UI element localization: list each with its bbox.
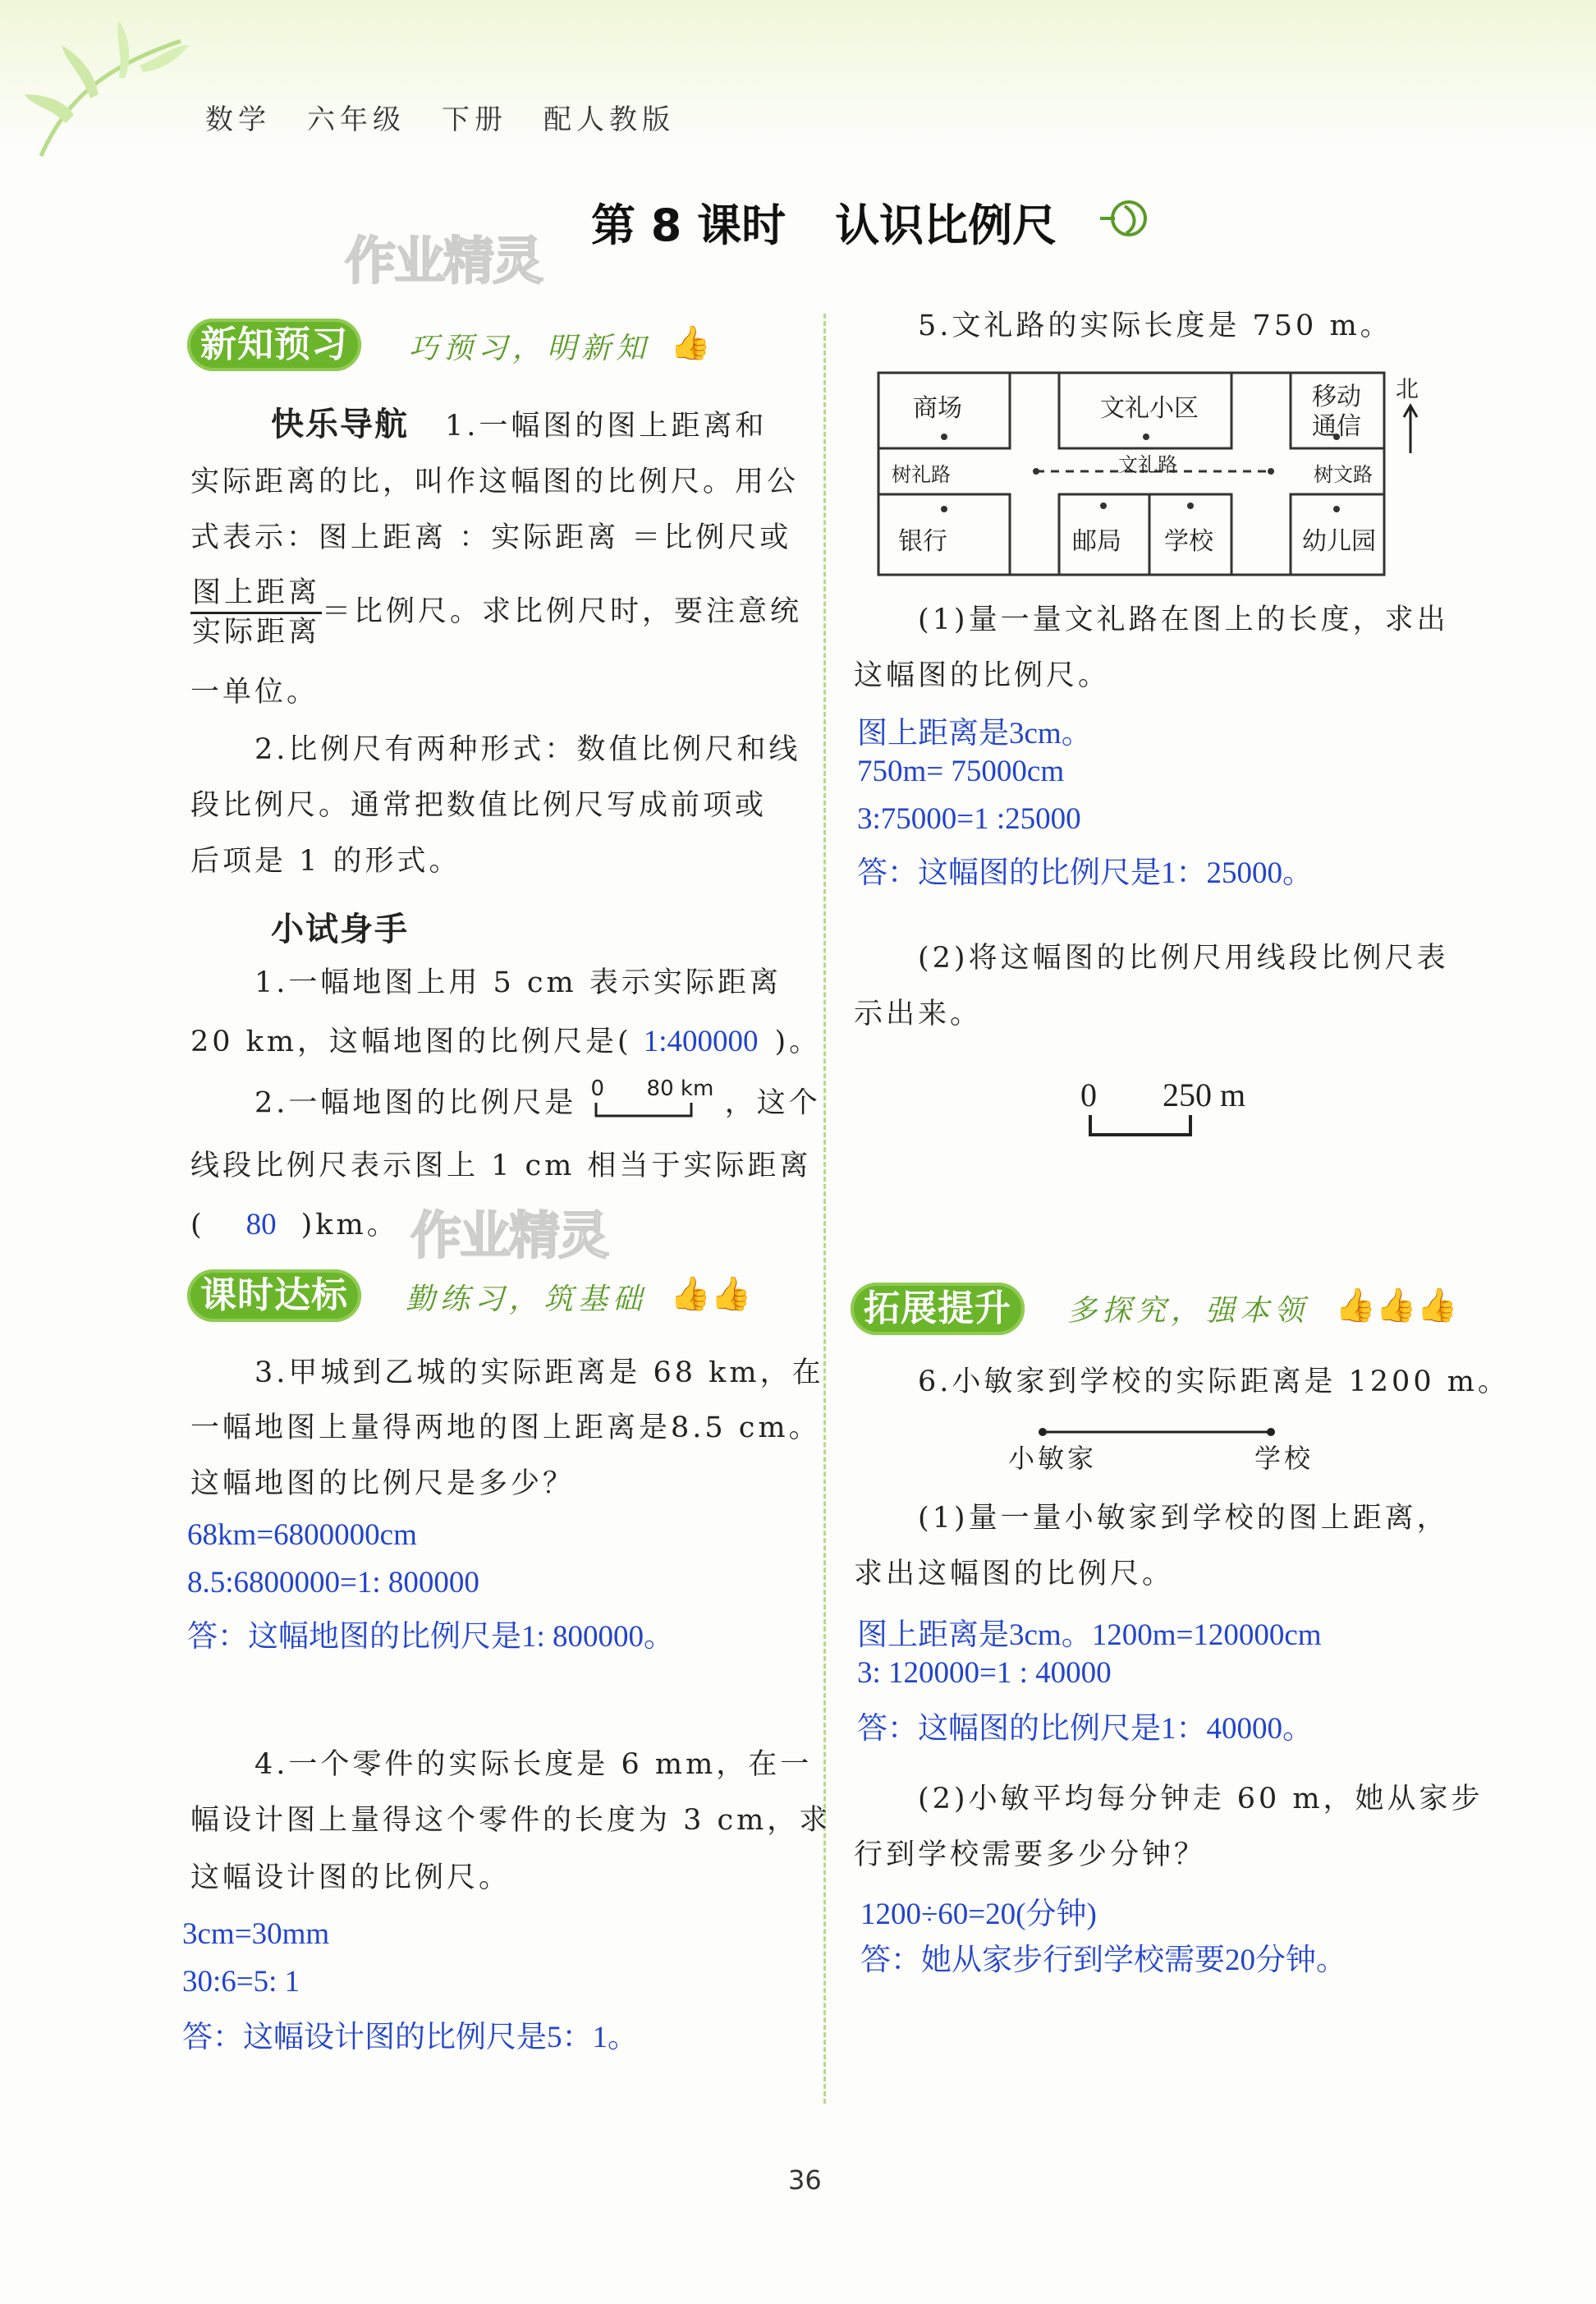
- grade: 六年级: [307, 103, 406, 136]
- map-mobile-2: 通信: [1312, 412, 1361, 441]
- watermark-mid: 作业精灵: [410, 1205, 608, 1265]
- q4-line1: 4.一个零件的实际长度是 6 mm，在一: [255, 1748, 813, 1781]
- q4-line3: 这幅设计图的比例尺。: [190, 1861, 511, 1894]
- try-q2-tail: ，这个: [724, 1086, 821, 1120]
- q3-answer-line3: 答：这幅地图的比例尺是1: 800000。: [187, 1620, 675, 1654]
- ornament-icon: [1092, 194, 1158, 243]
- section-badge-practice: 课时达标: [187, 1269, 361, 1322]
- try-q2-open: (: [190, 1209, 205, 1241]
- try-q2-close: )km。: [300, 1209, 399, 1241]
- q5-sub2-line1: (2)将这幅图的比例尺用线段比例尺表: [918, 942, 1449, 975]
- guide-p1-line4: ＝比例尺。求比例尺时，要注意统: [322, 594, 803, 628]
- scale-250-zero: 0: [1080, 1076, 1097, 1113]
- scale-80km-label: 80 km: [646, 1076, 714, 1101]
- q5-answer-line3: 3:75000=1 :25000: [857, 802, 1081, 836]
- q6-sub2-line2: 行到学校需要多少分钟？: [854, 1838, 1207, 1871]
- try-q2-line2: 线段比例尺表示图上 1 cm 相当于实际距离: [190, 1150, 812, 1182]
- volume: 下册: [442, 103, 507, 136]
- map-shuwen-road: 树文路: [1314, 463, 1373, 486]
- subject: 数学: [205, 103, 271, 136]
- guide-fraction-line: [190, 578, 802, 648]
- thumbs-up-icon: 👍: [670, 324, 711, 362]
- edition: 配人教版: [543, 103, 675, 136]
- lesson-topic: 认识比例尺: [835, 200, 1057, 251]
- section-slogan-preview: 巧预习，明新知: [409, 332, 651, 365]
- map-shuli-road: 树礼路: [892, 463, 951, 486]
- q5-sub2-line2: 示出来。: [854, 998, 983, 1030]
- page-title: [591, 190, 1057, 254]
- try-q2-line1: [255, 1076, 821, 1121]
- q5-sub1-line1: (1)量一量文礼路在图上的长度，求出: [918, 604, 1449, 636]
- section-slogan-practice: 勤练习，筑基础: [406, 1283, 648, 1316]
- guide-p1-line3: 式表示：图上距离 ：实际距离 ＝比例尺或: [190, 521, 792, 554]
- map-north-label: 北: [1396, 375, 1419, 402]
- map-school: 学校: [1164, 527, 1213, 556]
- q5-answer-line1: 图上距离是3cm。: [857, 717, 1092, 750]
- map-wenli-road: 文礼路: [1118, 453, 1177, 476]
- book-info: [205, 97, 675, 137]
- map-community: 文礼小区: [1100, 394, 1199, 423]
- q6-answer-line2: 3: 120000=1 : 40000: [857, 1656, 1112, 1690]
- guide-p2-line2: 段比例尺。通常把数值比例尺写成前项或: [190, 789, 768, 822]
- scale-zero-label: 0: [590, 1076, 608, 1101]
- q6-answer-line3: 答：这幅图的比例尺是1：40000。: [857, 1712, 1313, 1746]
- page-number: 36: [788, 2164, 822, 2196]
- segment-scale-250m: [1080, 1076, 1245, 1141]
- section-badge-extend: 拓展提升: [851, 1283, 1025, 1335]
- segment-scale-80km: [589, 1076, 714, 1121]
- formula-fraction: [190, 578, 322, 648]
- try-q1-text: 20 km，这幅地图的比例尺是(: [190, 1026, 632, 1058]
- try-q2-line3: [190, 1209, 399, 1240]
- map-mall: 商场: [913, 394, 962, 423]
- map-bank: 银行: [898, 527, 947, 556]
- q6-answer-line5: 答：她从家步行到学校需要20分钟。: [860, 1944, 1346, 1977]
- fraction-denominator: 实际距离: [192, 615, 321, 649]
- street-map: [877, 371, 1386, 576]
- try-q2-text: 2.一幅地图的比例尺是: [255, 1086, 577, 1120]
- q5-answer-line2: 750m= 75000cm: [857, 755, 1065, 788]
- q5-sub1-line2: 这幅图的比例尺。: [854, 659, 1111, 692]
- q6-sub1-line2: 求出这幅图的比例尺。: [854, 1558, 1175, 1590]
- q3-line2: 一幅地图上量得两地的图上距离是8.5 cm。: [190, 1411, 821, 1444]
- try-q2-answer: 80: [245, 1208, 277, 1241]
- home-school-segment: [1034, 1424, 1281, 1440]
- scale-250-label: 250 m: [1163, 1076, 1246, 1113]
- section-slogan-extend: 多探究，强本领: [1067, 1294, 1309, 1328]
- guide-p2-line1: 2.比例尺有两种形式：数值比例尺和线: [255, 733, 801, 766]
- q6-answer-line1: 图上距离是3cm。1200m=120000cm: [857, 1618, 1322, 1652]
- q3-line1: 3.甲城到乙城的实际距离是 68 km，在: [255, 1356, 824, 1389]
- q3-answer-line2: 8.5:6800000=1: 800000: [187, 1566, 479, 1599]
- q6-sub1-line1: (1)量一量小敏家到学校的图上距离，: [918, 1502, 1449, 1535]
- try-q1-line1: 1.一幅地图上用 5 cm 表示实际距离: [255, 966, 782, 999]
- try-q1-line2: [190, 1026, 821, 1057]
- watermark-top: 作业精灵: [345, 231, 543, 291]
- q3-line3: 这幅地图的比例尺是多少？: [190, 1467, 576, 1500]
- map-post-office: 邮局: [1072, 527, 1121, 556]
- scale-bar-icon: [589, 1099, 713, 1119]
- try-q1-answer: 1:400000: [643, 1025, 759, 1058]
- q5-answer-line4: 答：这幅图的比例尺是1：25000。: [857, 856, 1313, 890]
- section-badge-preview: 新知预习: [187, 319, 361, 371]
- q5-line1: 5.文礼路的实际长度是 750 m。: [918, 310, 1392, 342]
- q6-home-label: 小敏家: [1008, 1443, 1098, 1474]
- guide-p1-line1: 1.一幅图的图上距离和: [445, 410, 768, 443]
- q4-answer-line1: 3cm=30mm: [182, 1917, 330, 1951]
- try-q1-close: )。: [774, 1026, 822, 1058]
- map-mobile-1: 移动: [1312, 383, 1361, 411]
- q4-line2: 幅设计图上量得这个零件的长度为 3 cm，求: [190, 1804, 832, 1837]
- guide-heading: 快乐导航: [271, 406, 409, 443]
- q6-sub2-line1: (2)小敏平均每分钟走 60 m，她从家步: [918, 1783, 1484, 1815]
- q3-answer-line1: 68km=6800000cm: [187, 1518, 417, 1552]
- try-heading: 小试身手: [271, 911, 409, 948]
- thumbs-up-icon: 👍👍👍: [1335, 1287, 1458, 1324]
- map-kindergarten: 幼儿园: [1302, 527, 1376, 556]
- q6-line1: 6.小敏家到学校的实际距离是 1200 m。: [918, 1365, 1510, 1398]
- guide-p1-line5: 一单位。: [190, 676, 319, 709]
- guide-p1-line2: 实际距离的比，叫作这幅图的比例尺。用公: [190, 466, 800, 498]
- q6-school-label: 学校: [1254, 1443, 1314, 1474]
- q4-answer-line3: 答：这幅设计图的比例尺是5：1。: [182, 2021, 638, 2054]
- q6-answer-line4: 1200÷60=20(分钟): [860, 1898, 1097, 1931]
- north-arrow-icon: [1401, 402, 1420, 455]
- scale-250-bar-icon: [1080, 1112, 1195, 1140]
- q4-answer-line2: 30:6=5: 1: [182, 1965, 300, 1999]
- lesson-number: 第 8 课时: [591, 200, 787, 251]
- guide-p2-line3: 后项是 1 的形式。: [190, 845, 461, 878]
- thumbs-up-icon: 👍👍: [670, 1275, 752, 1313]
- leaf-decoration-icon: [16, 16, 197, 181]
- fraction-numerator: 图上距离: [190, 578, 322, 614]
